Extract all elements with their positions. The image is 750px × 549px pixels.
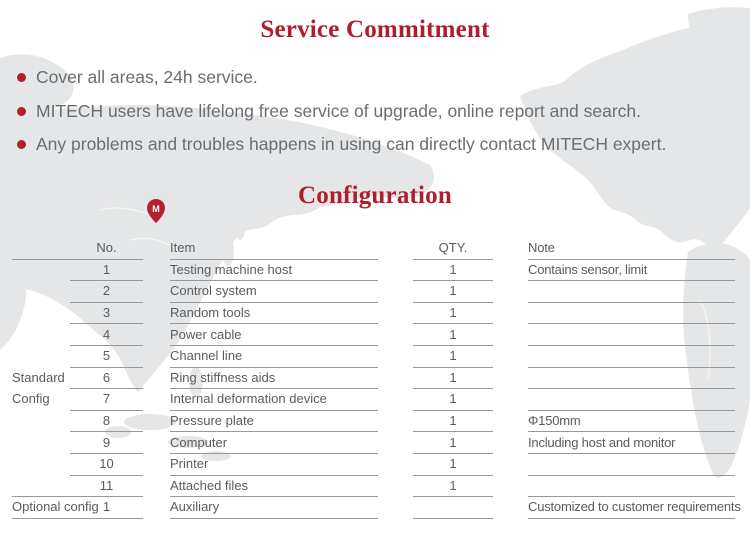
table-row — [0, 280, 750, 302]
cell-item: Computer — [170, 431, 378, 454]
service-bullet-list — [17, 61, 666, 162]
optional-config-row — [0, 496, 750, 518]
cell-item: Power cable — [170, 323, 378, 346]
cell-note: Including host and monitor — [528, 431, 735, 454]
bullet-item — [17, 128, 666, 162]
cell-note — [528, 453, 735, 476]
group-label-optional: Optional config — [12, 496, 143, 519]
configuration-title: Configuration — [297, 182, 452, 209]
table-row — [0, 431, 750, 453]
bullet-item — [17, 61, 666, 95]
table-row — [0, 302, 750, 324]
cell-note — [528, 388, 735, 411]
cell-no: 9 — [70, 431, 143, 454]
cell-note — [528, 345, 735, 368]
cell-qty — [413, 496, 493, 519]
cell-item: Random tools — [170, 302, 378, 325]
cell-note: Φ150mm — [528, 410, 735, 433]
cell-item: Printer — [170, 453, 378, 476]
cell-note — [528, 280, 735, 303]
cell-qty: 1 — [413, 345, 493, 368]
cell-no: 6 — [70, 367, 143, 390]
cell-qty: 1 — [413, 280, 493, 303]
bullet-item — [17, 95, 666, 129]
cell-item: Channel line — [170, 345, 378, 368]
cell-no: 5 — [70, 345, 143, 368]
cell-item: Auxiliary — [170, 496, 378, 519]
header-qty: QTY. — [413, 237, 493, 260]
header-no: No. — [70, 237, 143, 260]
cell-no: 1 — [70, 496, 143, 519]
bullet-text: Any problems and troubles happens in using can directly contact MITECH expert. — [36, 134, 667, 155]
bullet-dot-icon — [17, 140, 26, 149]
configuration-table — [0, 237, 750, 518]
cell-qty: 1 — [413, 410, 493, 433]
bullet-text: MITECH users have lifelong free service of upgrade, online report and search. — [36, 100, 642, 121]
location-pin-icon — [147, 199, 165, 223]
cell-qty: 1 — [413, 431, 493, 454]
svg-text:M: M — [152, 203, 160, 214]
cell-no: 10 — [70, 453, 143, 476]
cell-note — [528, 302, 735, 325]
cell-note — [528, 323, 735, 346]
table-row — [0, 323, 750, 345]
cell-note: Contains sensor, limit — [528, 259, 735, 282]
cell-no: 11 — [70, 475, 143, 498]
cell-qty: 1 — [413, 302, 493, 325]
cell-item: Ring stiffness aids — [170, 367, 378, 390]
bullet-dot-icon — [17, 73, 26, 82]
table-row — [0, 410, 750, 432]
group-label-standard: Standard — [12, 369, 65, 385]
table-row — [0, 367, 750, 389]
header-item: Item — [170, 237, 378, 260]
header-note: Note — [528, 237, 735, 260]
cell-item: Attached files — [170, 475, 378, 498]
group-label-config: Config — [12, 391, 50, 407]
cell-qty: 1 — [413, 323, 493, 346]
cell-qty: 1 — [413, 367, 493, 390]
cell-no: 3 — [70, 302, 143, 325]
cell-note: Customized to customer requirements — [528, 496, 735, 519]
table-row — [0, 259, 750, 281]
cell-no: 8 — [70, 410, 143, 433]
bullet-dot-icon — [17, 107, 26, 116]
bullet-text: Cover all areas, 24h service. — [36, 67, 258, 88]
cell-qty: 1 — [413, 475, 493, 498]
cell-qty: 1 — [413, 388, 493, 411]
cell-no: 7 — [70, 388, 143, 411]
cell-item: Pressure plate — [170, 410, 378, 433]
cell-no: 1 — [70, 259, 143, 282]
table-header-row — [0, 237, 750, 259]
table-row — [0, 388, 750, 410]
cell-note — [528, 367, 735, 390]
cell-item: Control system — [170, 280, 378, 303]
table-row — [0, 453, 750, 475]
cell-qty: 1 — [413, 259, 493, 282]
cell-item: Testing machine host — [170, 259, 378, 282]
cell-no: 4 — [70, 323, 143, 346]
table-row — [0, 345, 750, 367]
cell-item: Internal deformation device — [170, 388, 378, 411]
cell-note — [528, 475, 735, 498]
cell-no: 2 — [70, 280, 143, 303]
cell-qty: 1 — [413, 453, 493, 476]
table-row — [0, 475, 750, 497]
service-commitment-title: Service Commitment — [260, 16, 490, 43]
